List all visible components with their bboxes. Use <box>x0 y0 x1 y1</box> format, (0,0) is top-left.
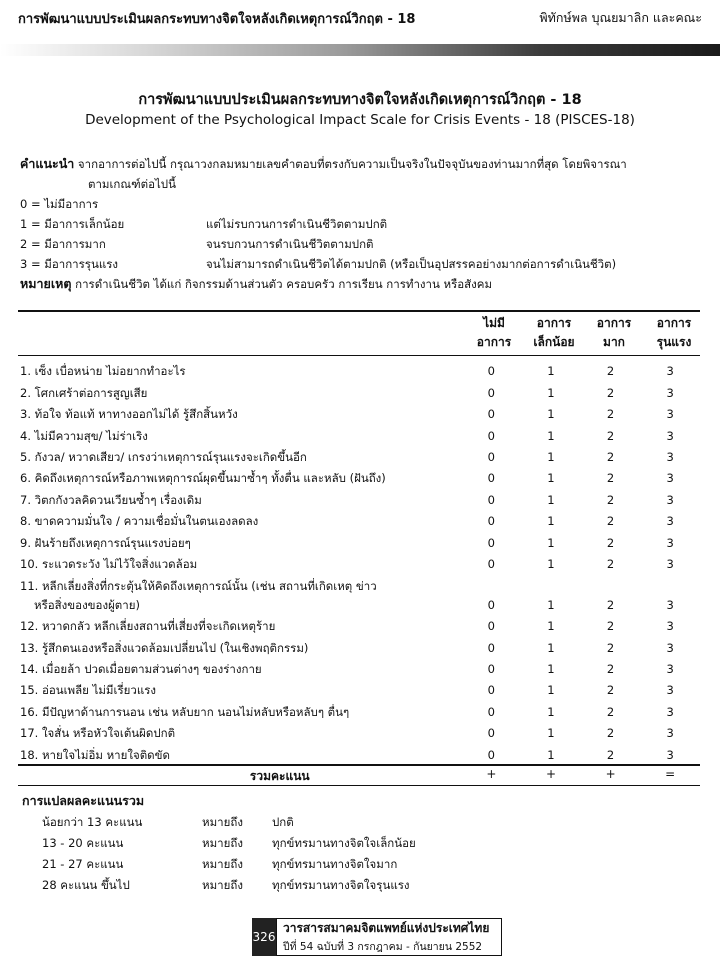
item-text-line: 17. ใจสั่น หรือหัวใจเต้นผิดปกติ <box>20 726 176 741</box>
score-range: น้อยกว่า 13 คะแนน <box>42 815 143 829</box>
scale-title-english: Development of the Psychological Impact Scale for Crisis Events - 18 (PISCES-18) <box>85 112 635 128</box>
score-option[interactable]: 1 <box>547 535 555 550</box>
score-option[interactable]: 0 <box>487 704 495 719</box>
total-score-row <box>18 767 700 786</box>
running-head-authors: พิทักษ์พล บุณยมาลิก และคณะ <box>539 10 702 25</box>
score-option[interactable]: 0 <box>487 385 495 400</box>
score-option[interactable]: 3 <box>666 619 674 634</box>
running-head <box>18 6 702 30</box>
note-label: หมายเหตุ <box>20 276 72 291</box>
total-operator: + <box>545 767 557 781</box>
score-option[interactable]: 1 <box>547 471 555 486</box>
score-option[interactable]: 0 <box>487 640 495 655</box>
item-text <box>18 491 461 510</box>
score-option[interactable]: 3 <box>666 640 674 655</box>
score-option[interactable]: 2 <box>606 364 615 379</box>
scale-key: 3 = มีอาการรุนแรง <box>20 257 119 271</box>
scale-key: 1 = มีอาการเล็กน้อย <box>20 217 125 231</box>
score-option[interactable]: 2 <box>606 449 615 464</box>
item-row <box>18 488 700 509</box>
score-option[interactable]: 0 <box>487 492 495 507</box>
item-row <box>18 615 700 636</box>
item-text <box>18 746 461 765</box>
item-text <box>18 724 461 743</box>
score-option[interactable]: 2 <box>606 471 615 486</box>
column-header-much <box>584 314 644 352</box>
instruction-text: จากอาการต่อไปนี้ กรุณาวงกลมหมายเลขคำตอบที่ตรงกับความเป็นจริงในปัจจุบันของท่านมากที่สุด โดยพิจารณา <box>77 157 627 171</box>
item-text <box>18 384 461 403</box>
score-option[interactable]: 1 <box>547 597 555 612</box>
item-row <box>18 424 700 445</box>
item-text-line: หรือสิ่งของของผู้ตาย) <box>34 597 140 612</box>
interpretation-row <box>22 875 416 896</box>
item-row <box>18 722 700 743</box>
score-option[interactable]: 0 <box>487 683 495 698</box>
score-option[interactable]: 3 <box>666 726 674 741</box>
item-text-line: 11. หลีกเลี่ยงสิ่งที่กระตุ้นให้คิดถึงเหตุการณ์นั้น (เช่น สถานที่เกิดเหตุ ข่าว <box>20 578 377 593</box>
score-option[interactable]: 1 <box>547 492 555 507</box>
score-option[interactable]: 3 <box>666 597 674 612</box>
score-option[interactable]: 3 <box>666 683 674 698</box>
item-row <box>18 658 700 679</box>
interpretation-row <box>22 812 416 833</box>
score-option[interactable]: 3 <box>666 407 674 422</box>
score-option[interactable]: 1 <box>547 704 555 719</box>
item-text-line: 18. หายใจไม่อิ่ม หายใจติดขัด <box>20 747 170 762</box>
item-text-line: 13. รู้สึกตนเองหรือสิ่งแวดล้อมเปลี่ยนไป (ในเชิงพฤติกรรม) <box>20 640 309 655</box>
score-option[interactable]: 3 <box>666 535 674 550</box>
instructions-block <box>20 154 700 294</box>
item-text <box>18 555 461 574</box>
column-header-line: มาก <box>603 335 625 349</box>
means-word: หมายถึง <box>202 815 243 829</box>
score-option[interactable]: 2 <box>606 514 615 529</box>
item-text <box>18 362 461 381</box>
score-option[interactable]: 2 <box>606 407 615 422</box>
column-header-none <box>464 314 524 352</box>
header-gradient-bar <box>0 44 720 56</box>
score-option[interactable]: 2 <box>606 726 615 741</box>
column-header-line: อาการ <box>536 316 572 330</box>
item-text <box>18 512 461 531</box>
score-option[interactable]: 2 <box>606 428 615 443</box>
score-option[interactable]: 1 <box>547 726 555 741</box>
column-header-line: อาการ <box>476 335 512 349</box>
total-label: รวมคะแนน <box>249 769 310 783</box>
item-row <box>18 446 700 467</box>
score-range: 21 - 27 คะแนน <box>42 857 124 871</box>
score-option[interactable]: 3 <box>666 471 674 486</box>
item-text <box>18 469 461 488</box>
item-text <box>18 703 461 722</box>
score-option[interactable]: 0 <box>487 619 495 634</box>
scale-desc: จนไม่สามารถดำเนินชีวิตได้ตามปกติ (หรือเป็นอุปสรรคอย่างมากต่อการดำเนินชีวิต) <box>206 257 617 271</box>
score-option[interactable]: 2 <box>606 535 615 550</box>
item-text <box>18 577 461 615</box>
scale-definition <box>20 254 700 274</box>
item-text-line: 9. ฝันร้ายถึงเหตุการณ์รุนแรงบ่อยๆ <box>20 535 191 550</box>
score-option[interactable]: 0 <box>487 364 495 379</box>
means-word: หมายถึง <box>202 878 243 892</box>
item-text-line: 3. ท้อใจ ท้อแท้ หาทางออกไม่ได้ รู้สึกสิ้นหวัง <box>20 407 238 422</box>
score-option[interactable]: 0 <box>487 407 495 422</box>
score-option[interactable]: 1 <box>547 514 555 529</box>
item-text-line: 14. เมื่อยล้า ปวดเมื่อยตามส่วนต่างๆ ของร่างกาย <box>20 662 262 677</box>
means-word: หมายถึง <box>202 836 243 850</box>
item-text <box>18 660 461 679</box>
column-header-line: รุนแรง <box>656 335 692 349</box>
item-row <box>18 531 700 552</box>
table-top-rule <box>18 310 700 312</box>
item-text <box>18 405 461 424</box>
score-option[interactable]: 0 <box>487 597 495 612</box>
score-option[interactable]: 0 <box>487 471 495 486</box>
score-option[interactable]: 0 <box>487 535 495 550</box>
item-row <box>18 381 700 402</box>
column-header-line: เล็กน้อย <box>533 335 575 349</box>
score-option[interactable]: 3 <box>666 704 674 719</box>
item-text-line: 12. หวาดกลัว หลีกเลี่ยงสถานที่เสี่ยงที่จะเกิดเหตุร้าย <box>20 619 276 634</box>
interpretation-row <box>22 833 416 854</box>
item-text-line: 10. ระแวดระวัง ไม่ไว้ใจสิ่งแวดล้อม <box>20 556 198 571</box>
score-option[interactable]: 0 <box>487 662 495 677</box>
journal-footer <box>252 918 502 956</box>
score-option[interactable]: 3 <box>666 385 674 400</box>
score-option[interactable]: 0 <box>487 726 495 741</box>
journal-issue: ปีที่ 54 ฉบับที่ 3 กรกฎาคม - กันยายน 2552 <box>283 941 483 953</box>
item-row <box>18 403 700 424</box>
page-number: 326 <box>252 918 276 956</box>
item-text <box>18 639 461 658</box>
interpretation-result: ทุกข์ทรมานทางจิตใจมาก <box>272 857 398 871</box>
score-option[interactable]: 1 <box>547 407 555 422</box>
score-option[interactable]: 0 <box>487 449 495 464</box>
score-option[interactable]: 0 <box>487 514 495 529</box>
score-option[interactable]: 2 <box>606 640 615 655</box>
journal-name: วารสารสมาคมจิตแพทย์แห่งประเทศไทย <box>283 921 490 935</box>
means-word: หมายถึง <box>202 857 243 871</box>
score-option[interactable]: 3 <box>666 514 674 529</box>
column-header-line: อาการ <box>656 316 692 330</box>
scale-definition <box>20 214 700 234</box>
item-text <box>18 427 461 446</box>
item-text-line: 1. เซ็ง เบื่อหน่าย ไม่อยากทำอะไร <box>20 364 186 379</box>
symptom-items <box>18 360 700 765</box>
item-row <box>18 743 700 764</box>
item-row <box>18 360 700 381</box>
instruction-text-continued: ตามเกณฑ์ต่อไปนี้ <box>88 177 176 191</box>
item-text-line: 6. คิดถึงเหตุการณ์หรือภาพเหตุการณ์ผุดขึ้นมาซ้ำๆ ทั้งตื่น และหลับ (ฝันถึง) <box>20 471 386 486</box>
item-text-line: 16. มีปัญหาด้านการนอน เช่น หลับยาก นอนไม่หลับหรือหลับๆ ตื่นๆ <box>20 704 350 719</box>
score-option[interactable]: 2 <box>606 385 615 400</box>
score-option[interactable]: 0 <box>487 747 495 762</box>
item-text <box>18 534 461 553</box>
item-row <box>18 574 700 615</box>
item-text-line: 4. ไม่มีความสุข/ ไม่ร่าเริง <box>20 428 148 443</box>
total-operator: + <box>605 767 616 781</box>
item-row <box>18 679 700 700</box>
score-option[interactable]: 1 <box>547 364 555 379</box>
item-row <box>18 700 700 721</box>
column-header-mild <box>524 314 584 352</box>
interpretation-result: ทุกข์ทรมานทางจิตใจรุนแรง <box>272 878 410 892</box>
item-text <box>18 681 461 700</box>
total-operator: = <box>665 767 676 781</box>
score-option[interactable]: 2 <box>606 747 615 762</box>
column-header-line: อาการ <box>596 316 632 330</box>
item-text-line: 8. ขาดความมั่นใจ / ความเชื่อมั่นในตนเองลดลง <box>20 514 259 529</box>
scale-key: 0 = ไม่มีอาการ <box>20 197 99 211</box>
score-option[interactable]: 3 <box>666 449 674 464</box>
table-header-rule <box>18 355 700 356</box>
score-option[interactable]: 2 <box>606 597 615 612</box>
journal-info <box>276 918 502 956</box>
item-text <box>18 617 461 636</box>
score-option[interactable]: 1 <box>547 385 555 400</box>
score-option[interactable]: 3 <box>666 556 674 571</box>
column-header-line: ไม่มี <box>483 316 505 330</box>
score-option[interactable]: 0 <box>487 556 495 571</box>
scale-desc: แต่ไม่รบกวนการดำเนินชีวิตตามปกติ <box>206 217 388 231</box>
item-text-line: 5. กังวล/ หวาดเสียว/ เกรงว่าเหตุการณ์รุนแรงจะเกิดขึ้นอีก <box>20 449 307 464</box>
scale-definition <box>20 194 700 214</box>
scale-definition <box>20 234 700 254</box>
item-row <box>18 467 700 488</box>
score-interpretation <box>22 790 416 896</box>
score-option[interactable]: 0 <box>487 428 495 443</box>
instruction-label: คำแนะนำ <box>20 156 75 171</box>
item-row <box>18 553 700 574</box>
scale-title-thai: การพัฒนาแบบประเมินผลกระทบทางจิตใจหลังเกิดเหตุการณ์วิกฤต - 18 <box>138 92 582 108</box>
interpretation-result: ปกติ <box>272 815 294 829</box>
interpretation-row <box>22 854 416 875</box>
score-option[interactable]: 1 <box>547 662 555 677</box>
score-range: 13 - 20 คะแนน <box>42 836 124 850</box>
item-row <box>18 510 700 531</box>
score-option[interactable]: 2 <box>606 662 615 677</box>
running-head-title: การพัฒนาแบบประเมินผลกระทบทางจิตใจหลังเกิดเหตุการณ์วิกฤต - 18 <box>18 11 416 27</box>
item-text-line: 2. โศกเศร้าต่อการสูญเสีย <box>20 385 148 400</box>
score-option[interactable]: 2 <box>606 556 615 571</box>
column-header-severe <box>644 314 704 352</box>
score-option[interactable]: 1 <box>547 428 555 443</box>
score-option[interactable]: 2 <box>606 619 615 634</box>
score-option[interactable]: 3 <box>666 492 674 507</box>
score-option[interactable]: 1 <box>547 556 555 571</box>
score-option[interactable]: 1 <box>547 449 555 464</box>
interpretation-title: การแปลผลคะแนนรวม <box>22 793 145 808</box>
score-range: 28 คะแนน ขึ้นไป <box>42 878 130 892</box>
score-option[interactable]: 2 <box>606 492 615 507</box>
scale-desc: จนรบกวนการดำเนินชีวิตตามปกติ <box>206 237 374 251</box>
score-option[interactable]: 1 <box>547 619 555 634</box>
item-text <box>18 448 461 467</box>
score-option[interactable]: 2 <box>606 683 615 698</box>
score-option[interactable]: 1 <box>547 683 555 698</box>
score-option[interactable]: 3 <box>666 364 674 379</box>
item-row <box>18 636 700 657</box>
score-option[interactable]: 3 <box>666 428 674 443</box>
score-option[interactable]: 3 <box>666 747 674 762</box>
item-text-line: 7. วิตกกังวลคิดวนเวียนซ้ำๆ เรื่องเดิม <box>20 492 202 507</box>
total-operator: + <box>486 767 497 781</box>
score-option[interactable]: 3 <box>666 662 674 677</box>
instruction-line <box>20 154 700 174</box>
score-option[interactable]: 2 <box>606 704 615 719</box>
note-text: การดำเนินชีวิต ได้แก่ กิจกรรมด้านส่วนตัว ครอบครัว การเรียน การทำงาน หรือสังคม <box>75 277 493 291</box>
item-text-line: 15. อ่อนเพลีย ไม่มีเรี่ยวแรง <box>20 683 157 698</box>
interpretation-result: ทุกข์ทรมานทางจิตใจเล็กน้อย <box>272 836 416 850</box>
score-option[interactable]: 1 <box>547 747 555 762</box>
score-option[interactable]: 1 <box>547 640 555 655</box>
scale-key: 2 = มีอาการมาก <box>20 237 106 251</box>
note-line <box>20 274 700 294</box>
